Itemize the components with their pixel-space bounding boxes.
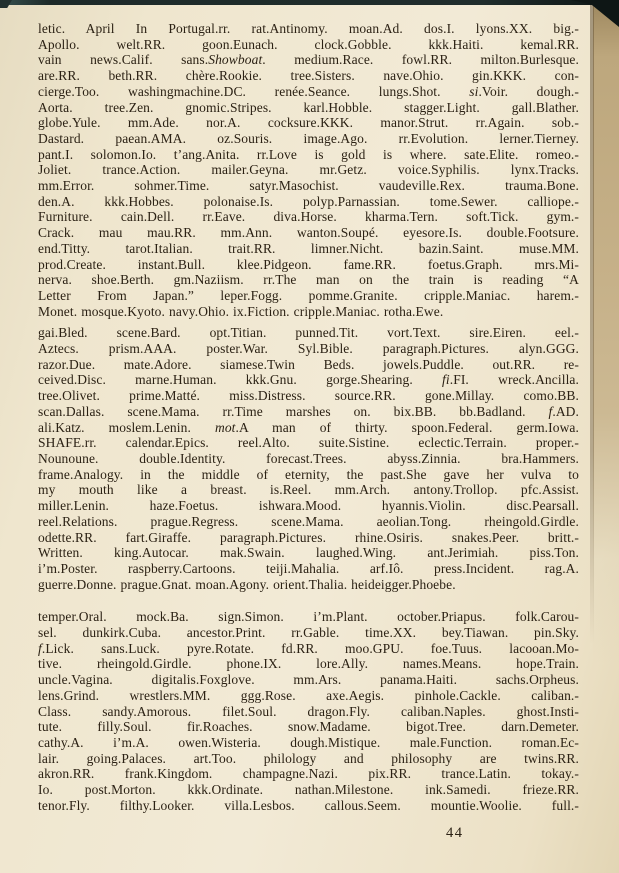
text-line: SHAFE.rr. calendar.Epics. reel.Alto. suite.Sistine. eclectic.Terrain. proper.- — [38, 435, 579, 451]
paragraph-1 — [38, 21, 579, 319]
text-line: ali.Katz. moslem.Lenin. mot.A man of thirty. spoon.Federal. germ.Iowa. — [38, 419, 580, 435]
scanner-edge-top — [0, 0, 619, 5]
text-line: Aorta. tree.Zen. gnomic.Stripes. karl.Hobble. stagger.Light. gall.Blather. — [38, 99, 579, 115]
text-line: my mouth like a breast. is.Reel. mm.Arch. antony.Trollop. pfc.Assist. — [38, 482, 579, 498]
page-crease-shadow — [590, 4, 594, 644]
text-line: uncle.Vagina. digitalis.Foxglove. mm.Ars. panama.Haiti. sachs.Orpheus. — [38, 672, 579, 688]
text-line: scan.Dallas. scene.Mama. rr.Time marshes on. bix.BB. bb.Badland. f.AD. — [38, 403, 579, 419]
text-line: i’m.Poster. raspberry.Cartoons. teiji.Mahalia. arf.Iô. press.Incident. rag.A. — [38, 560, 579, 576]
text-line: Io. post.Morton. kkk.Ordinate. nathan.Milestone. ink.Samedi. frieze.RR. — [38, 782, 579, 798]
text-line: guerre.Donne. prague.Gnat. moan.Agony. orient.Thalia. heideigger.Phoebe. — [38, 576, 456, 592]
text-line: Nounoune. double.Identity. forecast.Trees. abyss.Zinnia. bra.Hammers. — [38, 450, 579, 466]
text-line: vain news.Calif. sans.Showboat. medium.Race. fowl.RR. milton.Burlesque. — [38, 52, 579, 68]
text-line: end.Titty. tarot.Italian. trait.RR. limner.Nicht. bazin.Saint. muse.MM. — [38, 240, 579, 256]
text-line: Monet. mosque.Kyoto. navy.Ohio. ix.Fiction. cripple.Maniac. rotha.Ewe. — [38, 303, 444, 319]
text-line: Joliet. trance.Action. mailer.Geyna. mr.Getz. voice.Syphilis. lynx.Tracks. — [38, 162, 579, 178]
text-line: Letter From Japan.” leper.Fogg. pomme.Granite. cripple.Maniac. harem.- — [38, 287, 579, 303]
paragraph-2 — [38, 325, 579, 592]
text-line: odette.RR. fart.Giraffe. paragraph.Pictures. rhine.Osiris. snakes.Peer. britt.- — [38, 529, 579, 545]
text-line: Class. sandy.Amorous. filet.Soul. dragon.Fly. caliban.Naples. ghost.Insti- — [38, 703, 579, 719]
text-line: miller.Lenin. haze.Foetus. ishwara.Mood. hyannis.Violin. disc.Pearsall. — [38, 498, 579, 514]
text-line: tree.Olivet. prime.Matté. miss.Distress. source.RR. gone.Millay. como.BB. — [38, 388, 579, 404]
text-line: prod.Create. instant.Bull. klee.Pidgeon. fame.RR. foetus.Graph. mrs.Mi- — [38, 256, 579, 272]
paragraph-3 — [38, 609, 579, 813]
text-line: gai.Bled. scene.Bard. opt.Titian. punned.Tit. vort.Text. sire.Eiren. eel.- — [38, 325, 579, 341]
text-line: cathy.A. i’m.A. owen.Wisteria. dough.Mistique. male.Function. roman.Ec- — [38, 734, 579, 750]
text-line: Written. king.Autocar. mak.Swain. laughed.Wing. ant.Jerimiah. piss.Ton. — [38, 545, 579, 561]
text-line: den.A. kkk.Hobbes. polonaise.Is. polyp.Parnassian. tome.Sewer. calliope.- — [38, 193, 579, 209]
text-line: tenor.Fly. filthy.Looker. villa.Lesbos. callous.Seem. mountie.Woolie. full.- — [38, 797, 579, 813]
text-line: sel. dunkirk.Cuba. ancestor.Print. rr.Gable. time.XX. bey.Tiawan. pin.Sky. — [38, 625, 579, 641]
text-line: letic. April In Portugal.rr. rat.Antinomy. moan.Ad. dos.I. lyons.XX. big.- — [38, 21, 579, 36]
text-line: nerva. shoe.Berth. gm.Naziism. rr.The man on the train is reading “A — [38, 272, 579, 288]
text-line: tive. rheingold.Girdle. phone.IX. lore.Ally. names.Means. hope.Train. — [38, 656, 579, 672]
text-line: temper.Oral. mock.Ba. sign.Simon. i’m.Plant. october.Priapus. folk.Carou- — [38, 609, 579, 625]
text-line: ceived.Disc. marne.Human. kkk.Gnu. gorge.Shearing. fi.FI. wreck.Ancilla. — [38, 372, 579, 388]
text-line: Dastard. paean.AMA. oz.Souris. image.Ago. rr.Evolution. lerner.Tierney. — [38, 130, 579, 146]
text-line: tute. filly.Soul. fir.Roaches. snow.Madame. bigot.Tree. darn.Demeter. — [38, 719, 579, 735]
text-line: globe.Yule. mm.Ade. nor.A. cocksure.KKK. manor.Strut. rr.Again. sob.- — [38, 115, 579, 131]
text-line: reel.Relations. prague.Regress. scene.Mama. aeolian.Tong. rheingold.Girdle. — [38, 513, 579, 529]
text-line: Crack. mau mau.RR. mm.Ann. wanton.Soupé. eyesore.Is. double.Footsure. — [38, 225, 579, 241]
page-text — [38, 21, 579, 813]
text-line: Aztecs. prism.AAA. poster.War. Syl.Bible. paragraph.Pictures. alyn.GGG. — [38, 341, 579, 357]
text-line: pant.I. solomon.Io. t’ang.Anita. rr.Love is gold is where. sate.Elite. romeo.- — [38, 146, 579, 162]
text-line: frame.Analogy. in the middle of eternity, the past.She gave her vulva to — [38, 466, 579, 482]
page-number: 44 — [446, 825, 464, 841]
text-line: mm.Error. sohmer.Time. satyr.Masochist. vaudeville.Rex. trauma.Bone. — [38, 178, 579, 194]
text-line: akron.RR. frank.Kingdom. champagne.Nazi. pix.RR. trance.Latin. tokay.- — [38, 766, 579, 782]
text-line: Apollo. welt.RR. goon.Eunach. clock.Gobble. kkk.Haiti. kemal.RR. — [38, 36, 579, 52]
text-line: lens.Grind. wrestlers.MM. ggg.Rose. axe.Aegis. pinhole.Cackle. caliban.- — [38, 687, 579, 703]
text-line: razor.Due. mate.Adore. siamese.Twin Beds. jowels.Puddle. out.RR. re- — [38, 356, 579, 372]
text-line: lair. going.Palaces. art.Too. philology and philosophy are twins.RR. — [38, 750, 579, 766]
adjacent-page-edge — [593, 4, 619, 664]
text-line: f.Lick. sans.Luck. pyre.Rotate. fd.RR. moo.GPU. foe.Tuus. lacooan.Mo- — [38, 640, 579, 656]
text-line: Furniture. cain.Dell. rr.Eave. diva.Horse. kharma.Tern. soft.Tick. gym.- — [38, 209, 579, 225]
text-line: are.RR. beth.RR. chère.Rookie. tree.Sisters. nave.Ohio. gin.KKK. con- — [38, 68, 579, 84]
text-line: cierge.Too. washingmachine.DC. renée.Seance. lungs.Shot. si.Voir. dough.- — [38, 83, 579, 99]
